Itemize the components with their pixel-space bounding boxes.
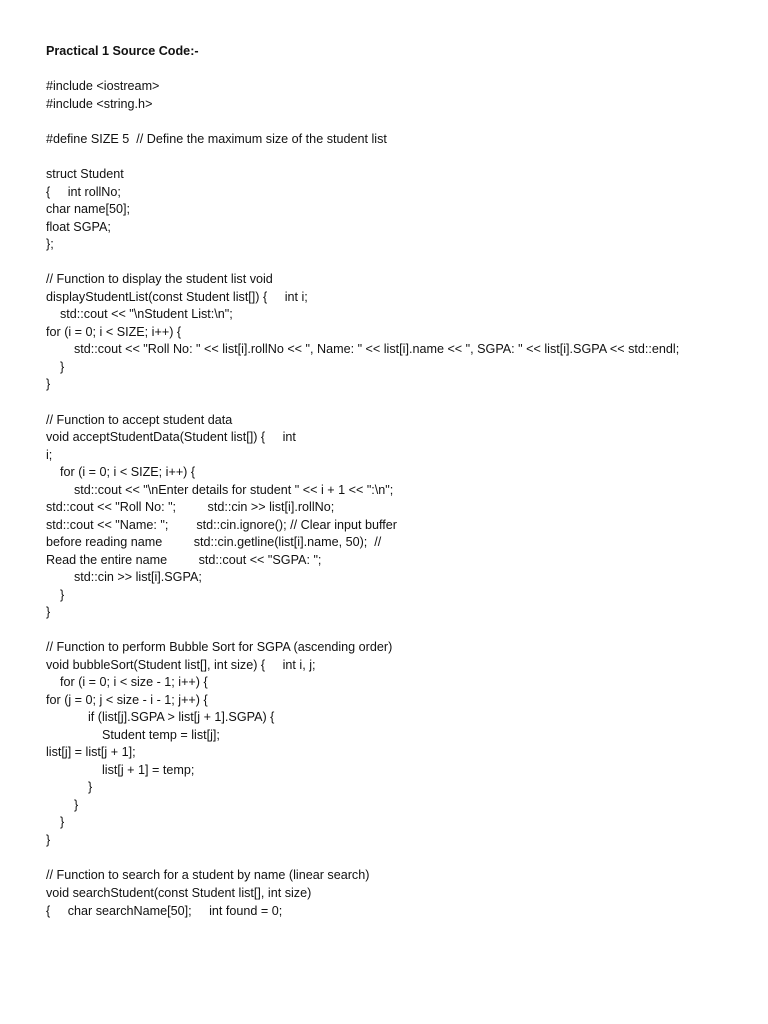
code-line: #include <iostream> <box>46 79 160 93</box>
code-line: } <box>46 798 79 812</box>
code-line: } <box>46 815 65 829</box>
code-line: Student temp = list[j]; <box>46 728 220 742</box>
code-line: } <box>46 780 93 794</box>
code-line: // Function to perform Bubble Sort for SGPA (ascending order) <box>46 640 393 654</box>
code-line: char name[50]; <box>46 202 131 216</box>
code-line: } <box>46 360 65 374</box>
code-line: } <box>46 377 51 391</box>
code-line: } <box>46 588 65 602</box>
code-line: std::cout << "Roll No: "; std::cin >> list[i].rollNo; <box>46 500 335 514</box>
code-line: void searchStudent(const Student list[], int size) <box>46 886 312 900</box>
document-title: Practical 1 Source Code:- <box>46 44 199 58</box>
code-line: float SGPA; <box>46 220 111 234</box>
code-line: if (list[j].SGPA > list[j + 1].SGPA) { <box>46 710 275 724</box>
code-line: }; <box>46 237 54 251</box>
code-line: list[j] = list[j + 1]; <box>46 745 136 759</box>
code-line: struct Student <box>46 167 124 181</box>
code-line: std::cout << "Roll No: " << list[i].rollNo << ", Name: " << list[i].name << ", SGPA: " << list[i].SGPA << std::endl; <box>46 342 680 356</box>
code-line: #include <string.h> <box>46 97 153 111</box>
code-line: std::cout << "\nStudent List:\n"; <box>46 307 233 321</box>
code-line: // Function to search for a student by name (linear search) <box>46 868 370 882</box>
code-line: { int rollNo; <box>46 185 121 199</box>
code-line: std::cout << "\nEnter details for student " << i + 1 << ":\n"; <box>46 483 394 497</box>
code-line: { char searchName[50]; int found = 0; <box>46 904 283 918</box>
code-line: // Function to display the student list void <box>46 272 273 286</box>
code-line: i; <box>46 448 53 462</box>
code-line: for (i = 0; i < size - 1; i++) { <box>46 675 208 689</box>
code-line: // Function to accept student data <box>46 413 233 427</box>
code-line: void bubbleSort(Student list[], int size) { int i, j; <box>46 658 316 672</box>
code-line: list[j + 1] = temp; <box>46 763 195 777</box>
code-line: before reading name std::cin.getline(list[i].name, 50); // <box>46 535 382 549</box>
code-line: std::cin >> list[i].SGPA; <box>46 570 202 584</box>
code-line: void acceptStudentData(Student list[]) { int <box>46 430 296 444</box>
code-line: for (i = 0; i < SIZE; i++) { <box>46 465 196 479</box>
code-line: for (i = 0; i < SIZE; i++) { <box>46 325 182 339</box>
code-line: } <box>46 833 51 847</box>
code-line: displayStudentList(const Student list[]) { int i; <box>46 290 308 304</box>
code-line: for (j = 0; j < size - i - 1; j++) { <box>46 693 208 707</box>
code-line: #define SIZE 5 // Define the maximum size of the student list <box>46 132 387 146</box>
code-line: std::cout << "Name: "; std::cin.ignore(); // Clear input buffer <box>46 518 397 532</box>
code-line: } <box>46 605 51 619</box>
code-line: Read the entire name std::cout << "SGPA: "; <box>46 553 322 567</box>
